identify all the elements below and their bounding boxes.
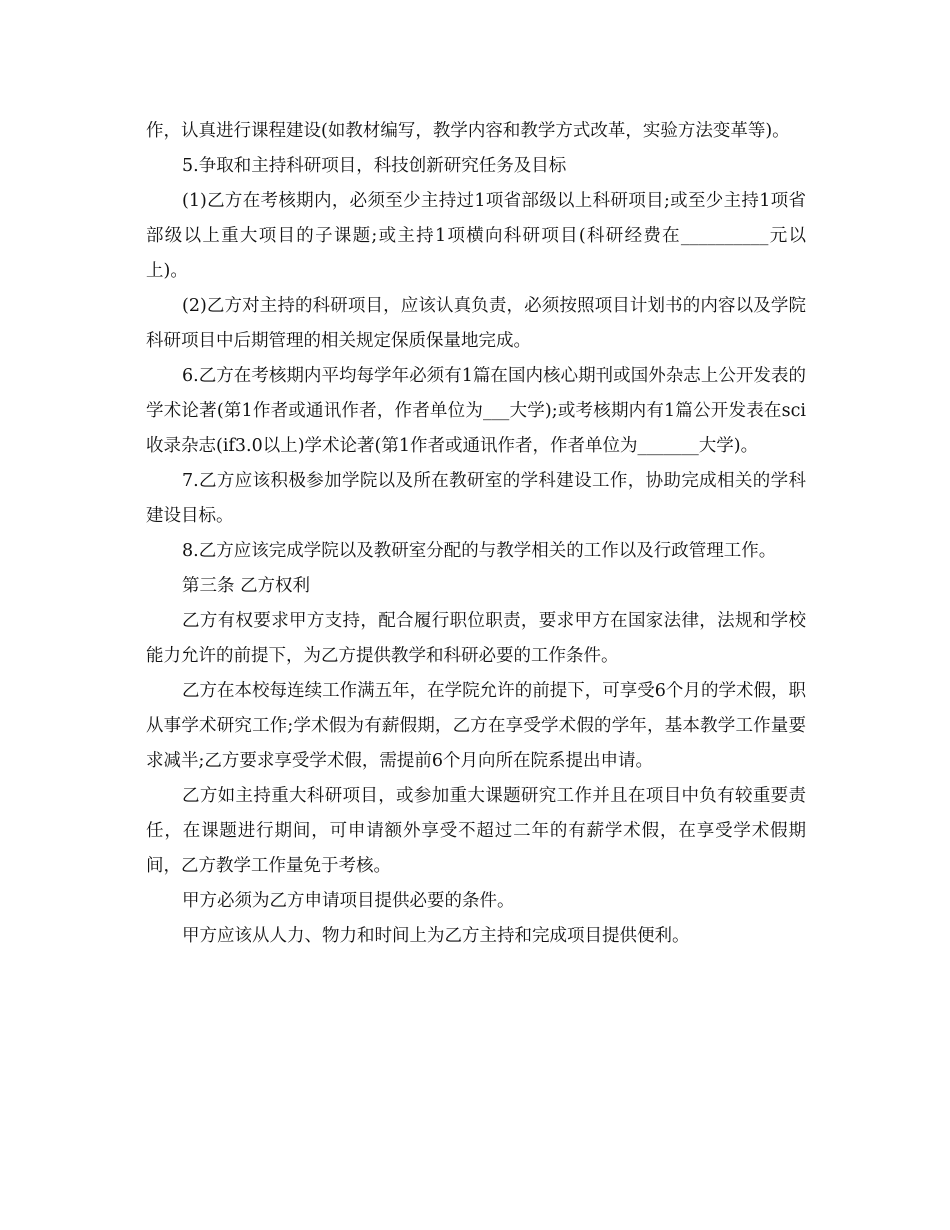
paragraph-item-7: 7.乙方应该积极参加学院以及所在教研室的学科建设工作，协助完成相关的学科建设目标。: [146, 471, 806, 526]
paragraph-rights-5: 甲方应该从人力、物力和时间上为乙方主持和完成项目提供便利。: [182, 926, 690, 946]
paragraph-rights-3: 乙方如主持重大科研项目，或参加重大课题研究工作并且在项目中负有较重要责任，在课题进行期间，可申请额外享受不超过二年的有薪学术假，在享受学术假期间，乙方教学工作量免于考核。: [146, 786, 806, 876]
paragraph-item-8: 8.乙方应该完成学院以及教研室分配的与教学相关的工作以及行政管理工作。: [182, 541, 777, 561]
paragraph-rights-4: 甲方必须为乙方申请项目提供必要的条件。: [182, 891, 515, 911]
document-body: [146, 114, 806, 954]
paragraph-item-6: 6.乙方在考核期内平均每学年必须有1篇在国内核心期刊或国外杂志上公开发表的学术论著(第1作者或通讯作者，作者单位为___大学);或考核期内有1篇公开发表在sci收录杂志(if3.0以上)学术论著(第1作者或通讯作者，作者单位为_______大学)。: [146, 366, 806, 456]
paragraph-rights-1: 乙方有权要求甲方支持，配合履行职位职责，要求甲方在国家法律，法规和学校能力允许的前提下，为乙方提供教学和科研必要的工作条件。: [146, 611, 806, 666]
paragraph-rights-2: 乙方在本校每连续工作满五年，在学院允许的前提下，可享受6个月的学术假，职从事学术研究工作;学术假为有薪假期，乙方在享受学术假的学年，基本教学工作量要求减半;乙方要求享受学术假，需提前6个月向所在院系提出申请。: [146, 681, 806, 771]
paragraph-continuation: 作，认真进行课程建设(如教材编写，教学内容和教学方式改革，实验方法变革等)。: [146, 121, 790, 141]
paragraph-item-5-1: (1)乙方在考核期内，必须至少主持过1项省部级以上科研项目;或至少主持1项省部级以上重大项目的子课题;或主持1项横向科研项目(科研经费在__________元以上)。: [146, 191, 806, 281]
paragraph-item-5-heading: 5.争取和主持科研项目，科技创新研究任务及目标: [182, 156, 567, 176]
paragraph-item-5-2: (2)乙方对主持的科研项目，应该认真负责，必须按照项目计划书的内容以及学院科研项目中后期管理的相关规定保质保量地完成。: [146, 296, 806, 351]
section-heading-article-3: 第三条 乙方权利: [182, 576, 311, 596]
